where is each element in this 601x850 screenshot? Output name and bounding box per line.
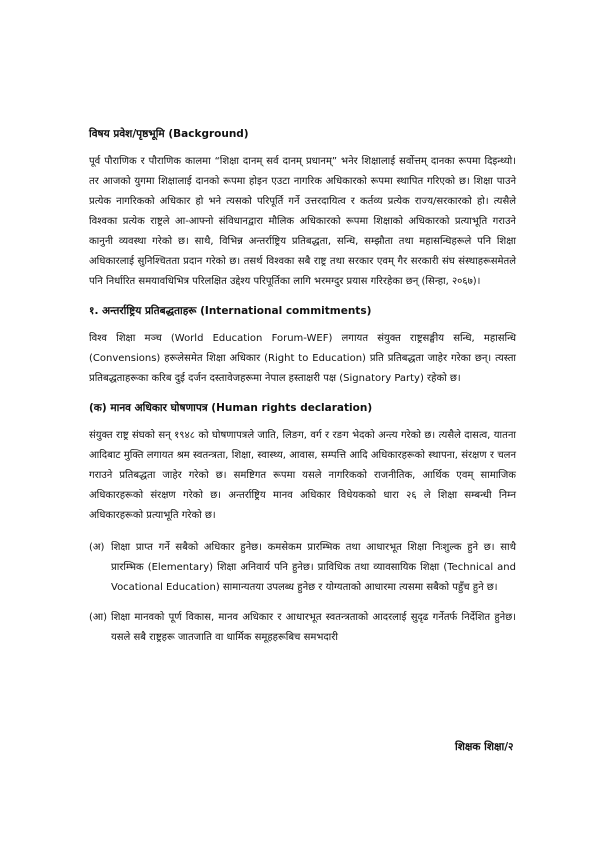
human-rights-declaration-paragraph: संयुक्त राष्ट्र संघको सन् १९४८ को घोषणापत्रले जाति, लिङग, वर्ग र रङग भेदको अन्त्य गरेको छ। त्यसैले दासत्व, यातना आदिबाट मुक्ति लगायत श्रम स्वतन्त्रता, शिक्षा, स्वास्थ्य, आवास, सम्पत्ति आदि अधिकारहरूको स्थापना, संरक्षण र चलन गराउने प्रतिबद्धता जाहेर गरेको छ। समष्टिगत रूपमा यसले नागरिकको राजनीतिक, आर्थिक एवम् सामाजिक अधिकारहरूको संरक्षण गरेको छ। अन्तर्राष्ट्रिय मानव अधिकार विधेयकको धारा २६ ले शिक्षा सम्बन्धी निम्न अधिकारहरूको प्रत्याभूति गरेको छ।	[89, 430, 516, 521]
list-item-text: शिक्षा मानवको पूर्ण विकास, मानव अधिकार र आधारभूत स्वतन्त्रताको आदरलाई सुदृढ गर्नेतर्फ निर्देशित हुनेछ। यसले सबै राष्ट्रहरू जातजाति वा धार्मिक समूहहरूबिच समभदारी	[111, 612, 516, 643]
page-footer: शिक्षक शिक्षा/२	[455, 741, 514, 753]
list-item-marker: (अ)	[89, 542, 105, 553]
international-commitments-heading: १. अन्तर्राष्ट्रिय प्रतिबद्धताहरू (International commitments)	[89, 305, 372, 317]
document-body	[89, 127, 516, 658]
list-item	[89, 538, 516, 598]
international-commitments-paragraph: विश्व शिक्षा मञ्च (World Education Forum-WEF) लगायत संयुक्त राष्ट्रसङ्घीय सन्धि, महासन्धि (Convensions) हरूलेसमेत शिक्षा अधिकार (Right to Education) प्रति प्रतिबद्धता जाहेर गरेका छन्। त्यस्ता प्रतिबद्धताहरूका करिब दुई दर्जन दस्तावेजहरूमा नेपाल हस्ताक्षरी पक्ष (Signatory Party) रहेको छ।	[89, 333, 516, 384]
human-rights-declaration-heading: (क) मानव अधिकार घोषणापत्र (Human rights declaration)	[89, 402, 373, 414]
list-item-text: शिक्षा प्राप्त गर्ने सबैको अधिकार हुनेछ। कमसेकम प्रारम्भिक तथा आधारभूत शिक्षा निःशुल्क हुने छ। साथै प्रारम्भिक (Elementary) शिक्षा अनिवार्य पनि हुनेछ। प्राविधिक तथा व्यावसायिक शिक्षा (Technical and Vocational Education) सामान्यतया उपलब्ध हुनेछ र योग्यताको आधारमा त्यसमा सबैको पहुँच हुने छ।	[111, 542, 516, 593]
background-paragraph: पूर्व पौराणिक र पौराणिक कालमा “शिक्षा दानम् सर्व दानम् प्रधानम्” भनेर शिक्षालाई सर्वोत्तम् दानका रूपमा दिइन्थ्यो। तर आजको युगमा शिक्षालाई दानको रूपमा होइन एउटा नागरिक अधिकारको रूपमा स्थापित गरिएको छ। शिक्षा पाउने प्रत्येक नागरिकको अधिकार हो भने त्यसको परिपूर्ति गर्ने उत्तरदायित्व र कर्तव्य प्रत्येक राज्य/सरकारको हो। त्यसैले विश्वका प्रत्येक राष्ट्रले आ-आफ्नो संविधानद्वारा मौलिक अधिकारको रूपमा शिक्षाको अधिकारको प्रत्याभूति गराउने कानुनी व्यवस्था गरेको छ। साथै, विभिन्न अन्तर्राष्ट्रिय प्रतिबद्धता, सन्धि, सम्झौता तथा महासन्धिहरूले पनि शिक्षा अधिकारलाई सुनिश्चितता प्रदान गरेको छ। तसर्थ विश्वका सबै राष्ट्र तथा सरकार एवम् गैर सरकारी संघ संस्थाहरूसमेतले पनि निर्धारित समयावधिभित्र परिलक्षित उद्देश्य परिपूर्तिका लागि भरमग्दुर प्रयास गरिरहेका छन् (सिन्हा, २०६७)।	[89, 156, 516, 287]
list-item-marker: (आ)	[89, 612, 108, 623]
list-item	[89, 608, 516, 648]
background-heading: विषय प्रवेश/पृष्ठभूमि (Background)	[89, 128, 249, 140]
